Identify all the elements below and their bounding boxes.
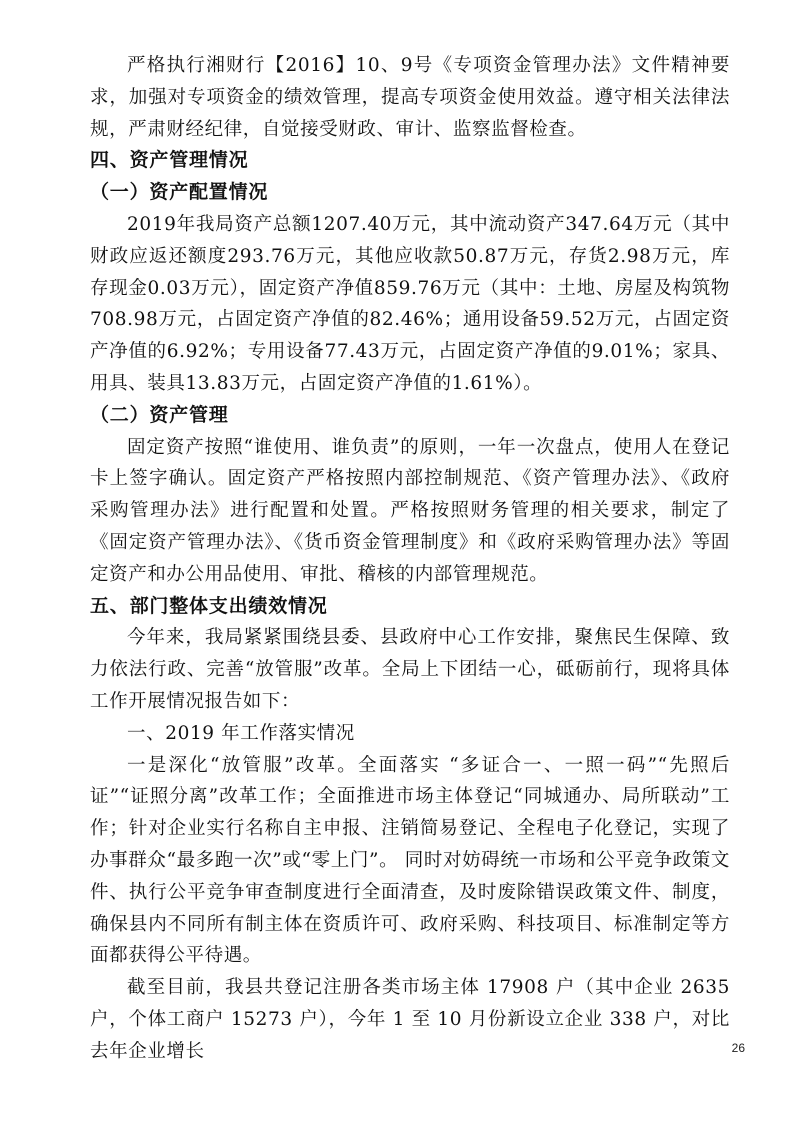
subsection-heading-asset-control: （二）资产管理 <box>90 403 229 426</box>
section-heading-asset-management: 四、资产管理情况 <box>90 149 249 172</box>
paragraph-reform: 一是深化“放管服”改革。全面落实 “多证合一、一照一码”“先照后证”“证照分离”改革工作；全面推进市场主体登记“同城通办、局所联动”工作；针对企业实行名称自主申报、注销简易登记、全程电子化登记，实现了办事群众“最多跑一次”或“零上门”。 同时对妨碍统一市场和公平竞争政策文件、执行公平竞争审查制度进行全面清查，及时废除错误政策文件、制度，确保县内不同所有制主体在资质许可、政府采购、科技项目、标准制定等方面都获得公平待遇。 <box>90 754 730 967</box>
paragraph-special-funds: 严格执行湘财行【2016】10、9号《专项资金管理办法》文件精神要求，加强对专项资金的绩效管理，提高专项资金使用效益。遵守相关法律法规，严肃财经纪律，自觉接受财政、审计、监察监督检查。 <box>90 55 730 140</box>
document-body <box>90 50 730 1068</box>
paragraph-asset-totals: 2019年我局资产总额1207.40万元，其中流动资产347.64万元（其中财政应返还额度293.76万元，其他应收款50.87万元，存货2.98万元，库存现金0.03万元），固定资产净值859.76万元（其中：土地、房屋及构筑物708.98万元，占固定资产净值的82.46%；通用设备59.52万元，占固定资产净值的6.92%；专用设备77.43万元，占固定资产净值的9.01%；家具、用具、装具13.83万元，占固定资产净值的1.61%）。 <box>90 213 730 394</box>
paragraph-market-entities: 截至目前，我县共登记注册各类市场主体 17908 户（其中企业 2635 户，个体工商户 15273 户），今年 1 至 10 月份新设立企业 338 户，对比去年企业增长 <box>90 977 730 1062</box>
section-heading-performance: 五、部门整体支出绩效情况 <box>90 594 328 617</box>
paragraph-fixed-asset-rules: 固定资产按照“谁使用、谁负责”的原则，一年一次盘点，使用人在登记卡上签字确认。固定资产严格按照内部控制规范、《资产管理办法》、《政府采购管理办法》进行配置和处置。严格按照财务管理的相关要求，制定了《固定资产管理办法》、《货币资金管理制度》和《政府采购管理办法》等固定资产和办公用品使用、审批、稽核的内部管理规范。 <box>90 436 730 585</box>
paragraph-performance-intro: 今年来，我局紧紧围绕县委、县政府中心工作安排，聚焦民生保障、致力依法行政、完善“放管服”改革。全局上下团结一心，砥砺前行，现将具体工作开展情况报告如下： <box>90 627 730 712</box>
page-number: 26 <box>731 1041 745 1055</box>
subsection-heading-asset-allocation: （一）资产配置情况 <box>90 181 269 204</box>
subsection-heading-work-implementation: 一、2019 年工作落实情况 <box>127 722 355 744</box>
